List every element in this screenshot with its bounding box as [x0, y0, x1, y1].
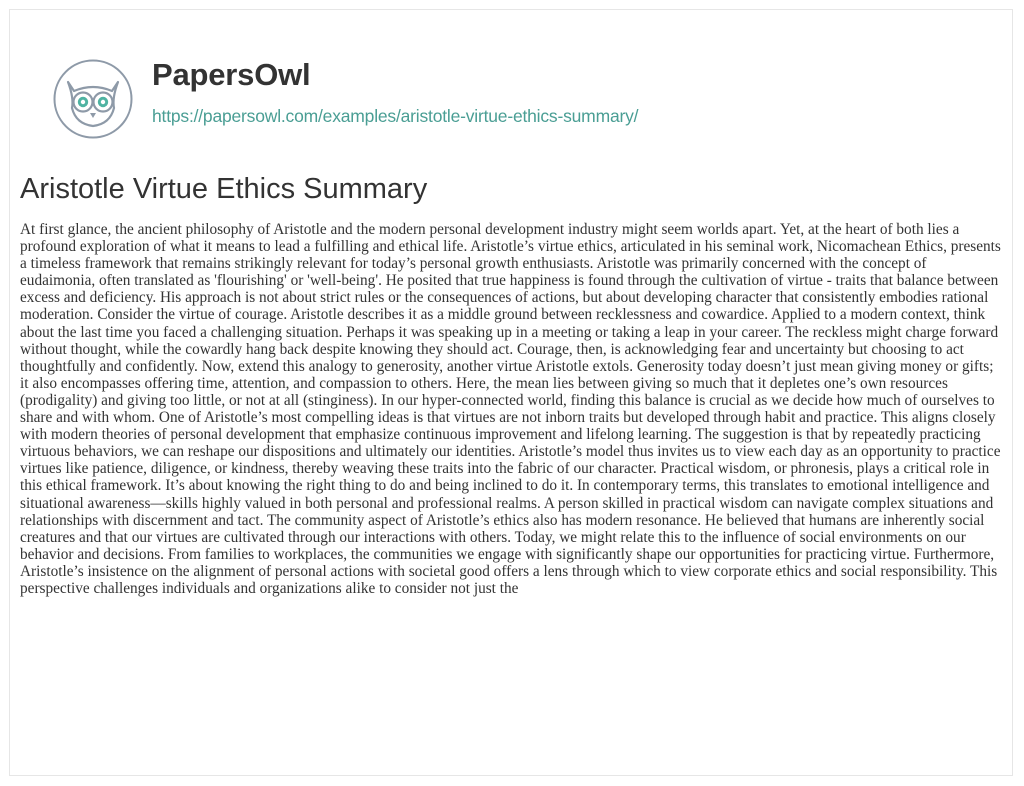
- brand-name[interactable]: PapersOwl: [152, 57, 311, 92]
- brand-block: [152, 57, 638, 127]
- article-title: Aristotle Virtue Ethics Summary: [20, 173, 428, 205]
- site-header: [52, 58, 638, 140]
- article-body: At first glance, the ancient philosophy of Aristotle and the modern personal development industry might seem worlds apart. Yet, at the heart of both lies a profound exploration of what it means to lead a fulfilling and ethical life. Aristotle’s virtue ethics, articulated in his seminal work, Nicomachean Ethics, presents a timeless framework that remains strikingly relevant for today’s personal growth enthusiasts. Aristotle was primarily concerned with the concept of eudaimonia, often translated as 'flourishing' or 'well-being'. He posited that true happiness is found through the cultivation of virtue - traits that balance between excess and deficiency. His approach is not about strict rules or the consequences of actions, but about developing character that consistently embodies rational moderation. Consider the virtue of courage. Aristotle describes it as a middle ground between recklessness and cowardice. Applied to a modern context, think about the last time you faced a challenging situation. Perhaps it was speaking up in a meeting or taking a leap in your career. The reckless might charge forward without thought, while the cowardly hang back despite knowing they should act. Courage, then, is acknowledging fear and uncertainty but choosing to act thoughtfully and confidently. Now, extend this analogy to generosity, another virtue Aristotle extols. Generosity today doesn’t just mean giving money or gifts; it also encompasses offering time, attention, and compassion to others. Here, the mean lies between giving so much that it depletes one’s own resources (prodigality) and giving too little, or not at all (stinginess). In our hyper-connected world, finding this balance is crucial as we decide how much of ourselves to share and with whom. One of Aristotle’s most compelling ideas is that virtues are not inborn traits but developed through habit and practice. This aligns closely with modern theories of personal development that emphasize continuous improvement and lifelong learning. The suggestion is that by repeatedly practicing virtuous behaviors, we can reshape our dispositions and ultimately our identities. Aristotle’s model thus invites us to view each day as an opportunity to practice virtues like patience, diligence, or kindness, thereby weaving these traits into the fabric of our character. Practical wisdom, or phronesis, plays a critical role in this ethical framework. It’s about knowing the right thing to do and being inclined to do it. In contemporary terms, this translates to emotional intelligence and situational awareness—skills highly valued in both personal and professional realms. A person skilled in practical wisdom can navigate complex situations and relationships with discernment and tact. The community aspect of Aristotle’s ethics also has modern resonance. He believed that humans are inherently social creatures and that our virtues are cultivated through our interactions with others. Today, we might relate this to the influence of social environments on our behavior and decisions. From families to workplaces, the communities we engage with significantly shape our opportunities for practicing virtue. Furthermore, Aristotle’s insistence on the alignment of personal actions with societal good offers a lens through which to view corporate ethics and social responsibility. This perspective challenges individuals and organizations alike to consider not just the: [20, 221, 1001, 597]
- owl-logo-icon: [52, 58, 134, 140]
- page-url[interactable]: https://papersowl.com/examples/aristotle-virtue-ethics-summary/: [152, 106, 639, 126]
